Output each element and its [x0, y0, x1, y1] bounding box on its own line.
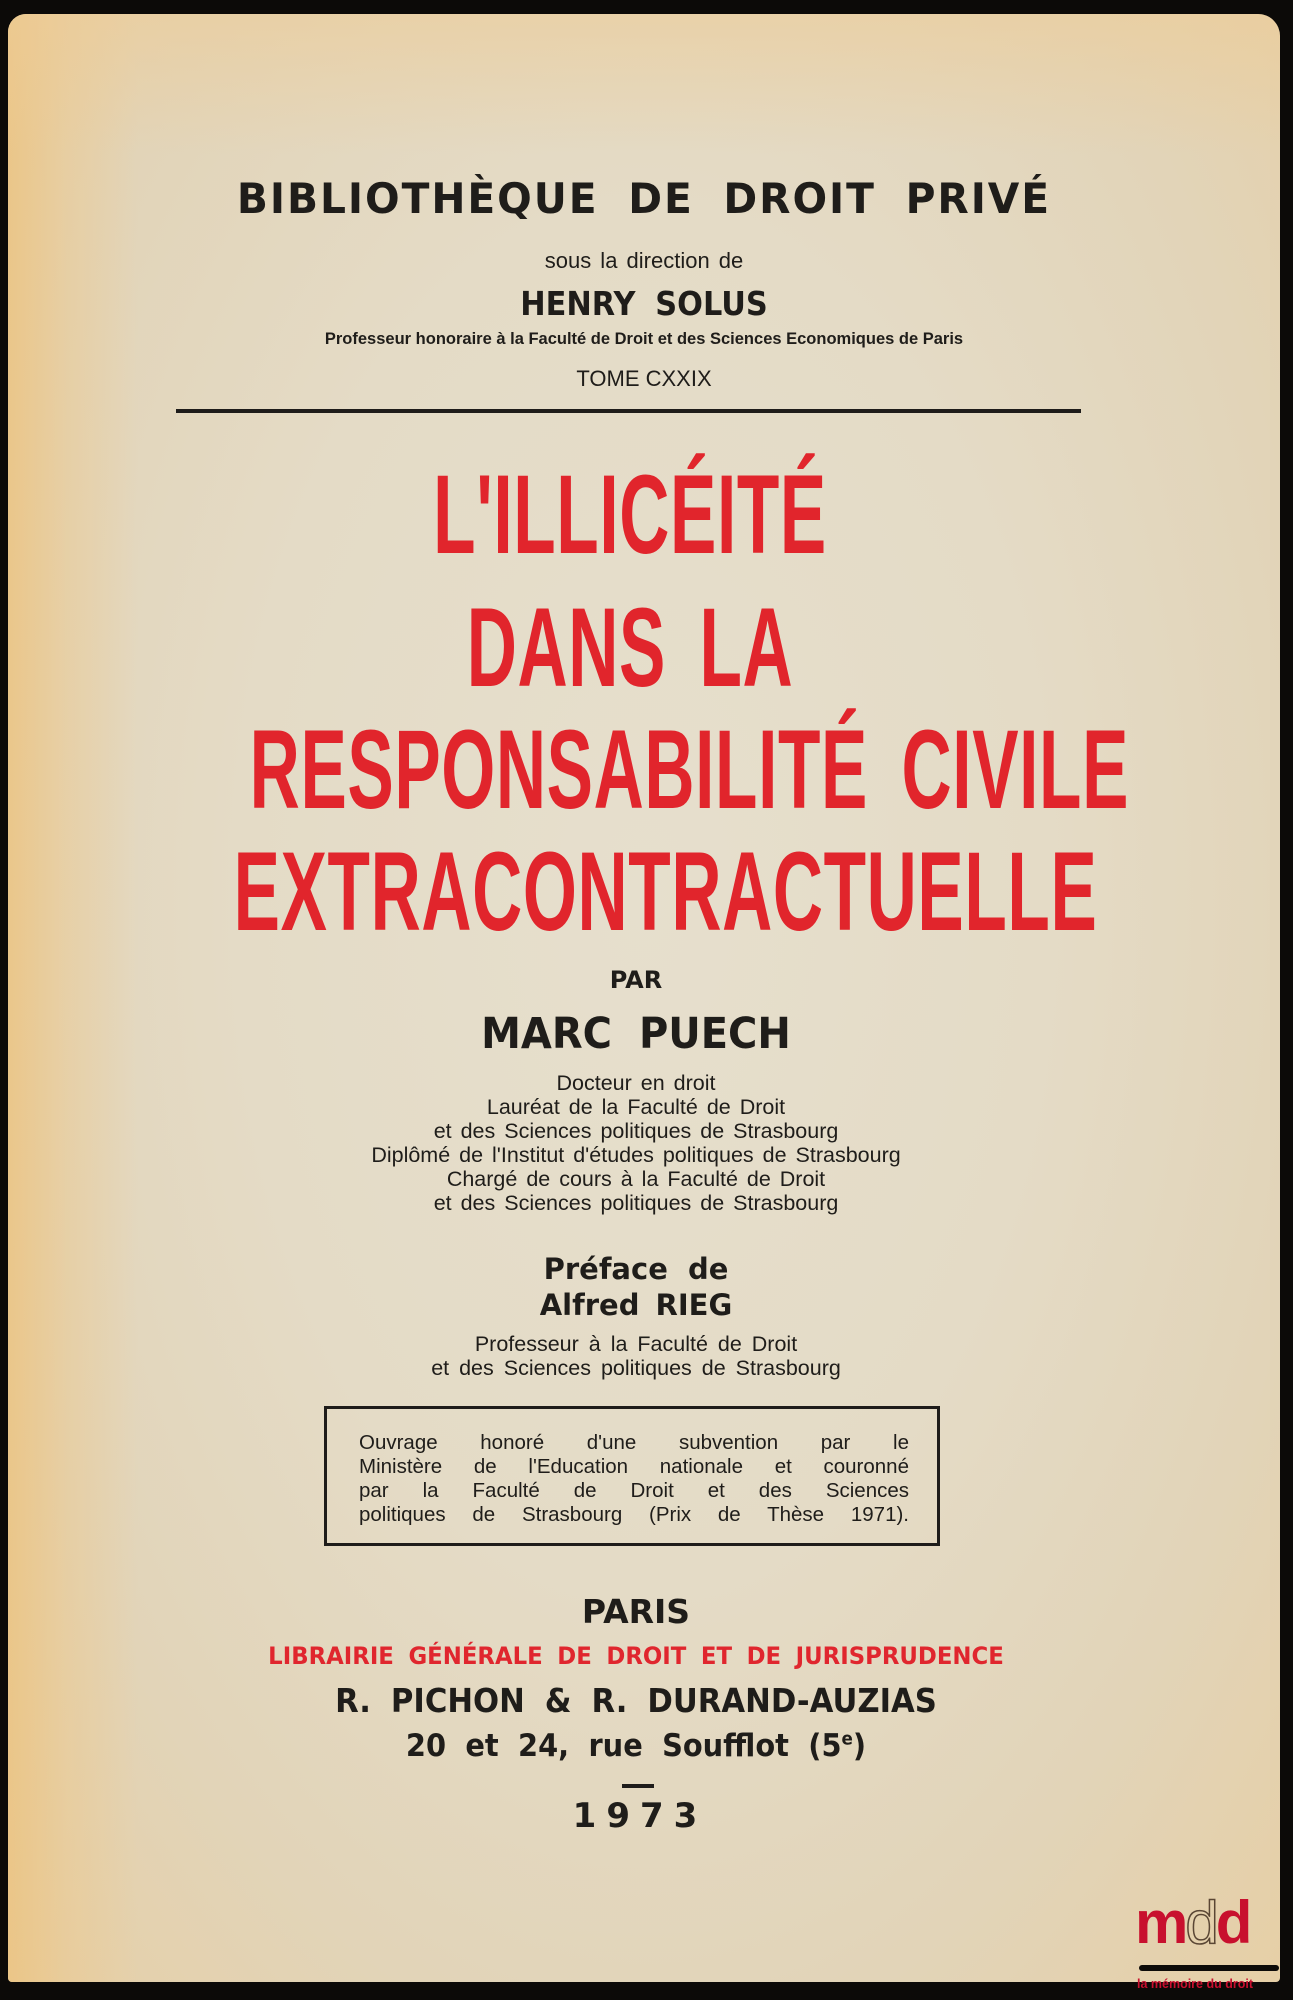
title-line: L'ILLICÉITÉ — [433, 452, 827, 577]
award-notice-box — [324, 1406, 940, 1546]
credential-line: et des Sciences politiques de Strasbourg — [431, 1356, 841, 1380]
series-director: HENRY SOLUS — [520, 284, 768, 323]
publisher-owners: R. PICHON & R. DURAND-AUZIAS — [335, 1681, 937, 1720]
publication-year: 1973 — [572, 1796, 708, 1836]
credential-line: et des Sciences politiques de Strasbourg — [433, 1119, 839, 1143]
logo-underline — [1139, 1965, 1279, 1971]
watermark-tagline: la mémoire du droit — [1137, 1977, 1253, 1991]
credential-line: et des Sciences politiques de Strasbourg — [433, 1191, 839, 1215]
header-divider — [176, 409, 1081, 413]
series-director-title: Professeur honoraire à la Faculté de Droit et des Sciences Economiques de Paris — [324, 330, 964, 348]
award-line: par la Faculté de Droit et des Sciences — [359, 1479, 909, 1502]
credential-line: Docteur en droit — [556, 1071, 716, 1095]
publisher-address: 20 et 24, rue Soufflot (5e) — [405, 1728, 867, 1764]
author-credentials — [8, 1071, 1272, 1215]
preface-credentials — [8, 1332, 1272, 1380]
publisher-city: PARIS — [581, 1592, 691, 1631]
title-line: DANS LA — [466, 585, 794, 710]
credential-line: Professeur à la Faculté de Droit — [474, 1332, 798, 1356]
tome-number: TOME CXXIX — [576, 366, 712, 391]
year-divider — [622, 1784, 654, 1788]
mdd-logo-icon: mdd — [1135, 1889, 1250, 1956]
credential-line: Chargé de cours à la Faculté de Droit — [446, 1167, 826, 1191]
award-line: Ouvrage honoré d'une subvention par le — [359, 1431, 909, 1454]
award-line: Ministère de l'Education nationale et couronné — [359, 1455, 909, 1478]
series-title: BIBLIOTHÈQUE DE DROIT PRIVÉ — [236, 174, 1052, 223]
book-title-page — [8, 14, 1280, 1982]
by-label: PAR — [609, 966, 663, 994]
award-line: politiques de Strasbourg (Prix de Thèse 1971). — [359, 1503, 909, 1526]
title-line: EXTRACONTRACTUELLE — [233, 829, 1098, 954]
credential-line: Diplômé de l'Institut d'études politiques de Strasbourg — [371, 1143, 901, 1167]
preface-author: Alfred RIEG — [539, 1288, 733, 1322]
mdd-watermark-logo — [1135, 1889, 1285, 1998]
award-notice-text — [359, 1431, 909, 1527]
credential-line: Lauréat de la Faculté de Droit — [486, 1095, 786, 1119]
preface-label: Préface de — [543, 1252, 729, 1286]
title-line: RESPONSABILITÉ CIVILE — [249, 707, 1130, 832]
direction-label: sous la direction de — [544, 248, 744, 273]
publisher-name: LIBRAIRIE GÉNÉRALE DE DROIT ET DE JURISPRUDENCE — [268, 1642, 1004, 1670]
author-name: MARC PUECH — [481, 1009, 791, 1059]
